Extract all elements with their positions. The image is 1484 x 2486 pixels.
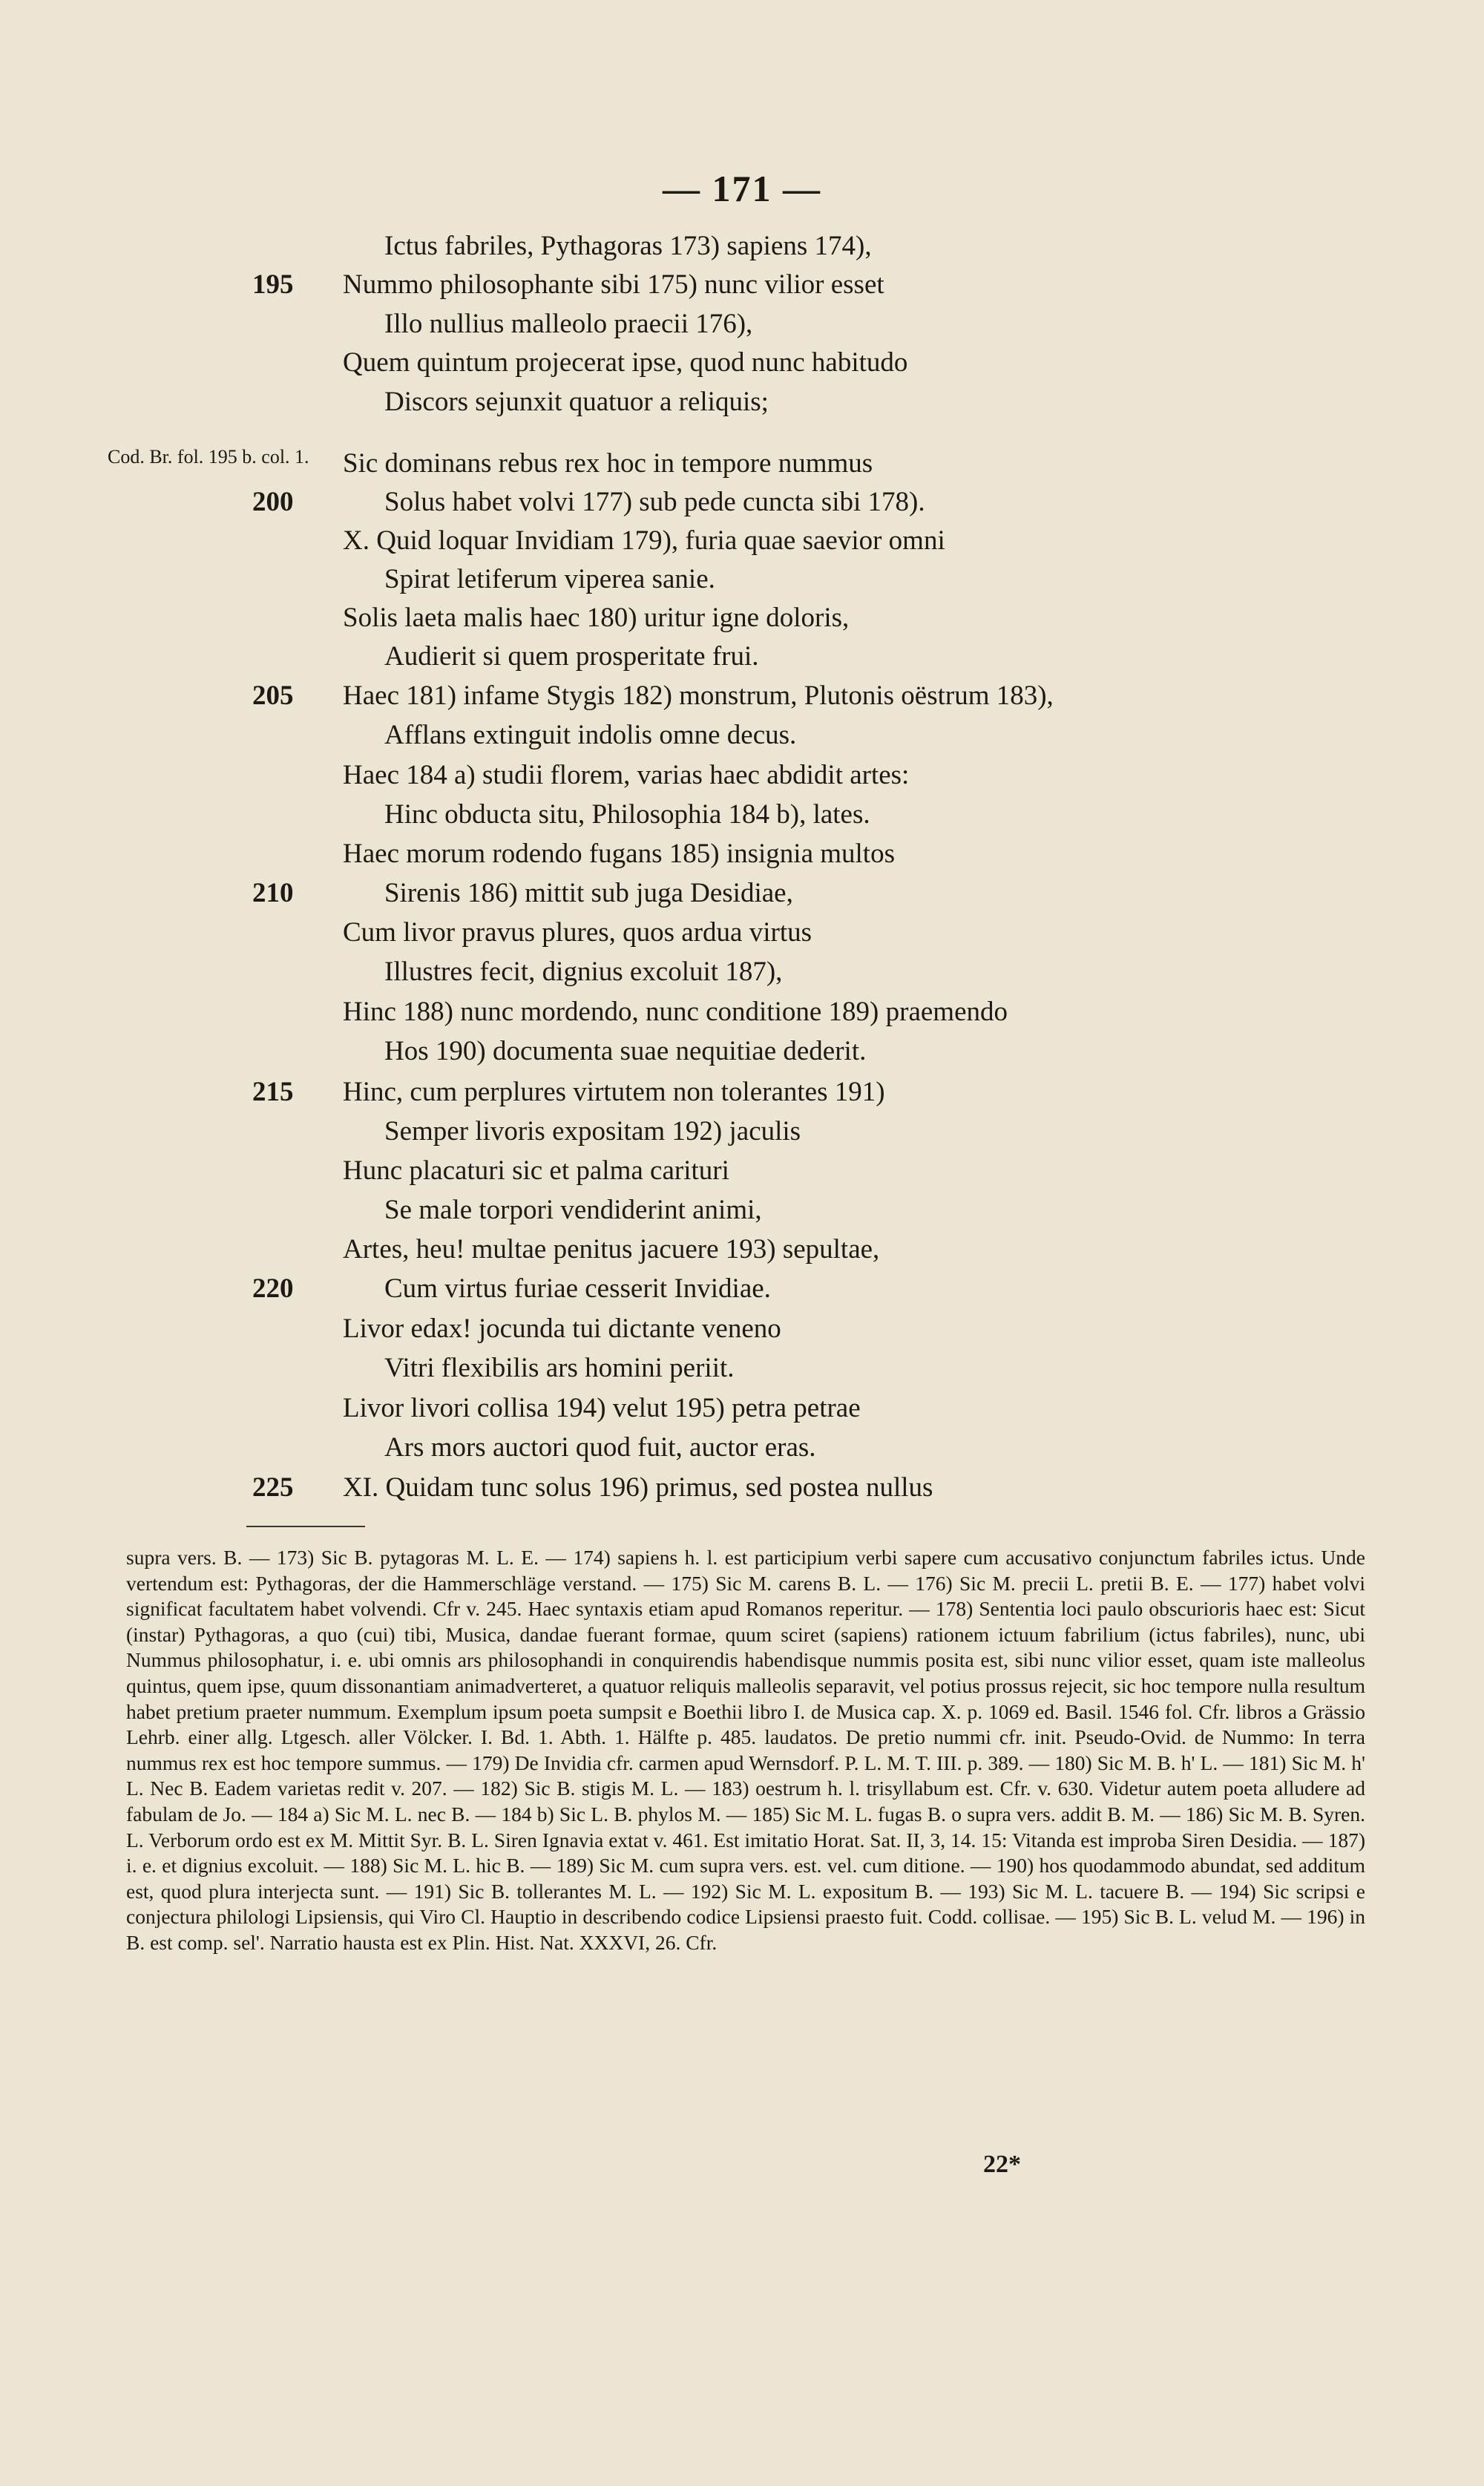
verse-line: Hinc, cum perplures virtutem non tolerantes 191) <box>343 1077 885 1107</box>
verse-line: Hos 190) documenta suae nequitiae dederit. <box>384 1036 867 1066</box>
verse-line: Cum virtus furiae cesserit Invidiae. <box>384 1273 771 1304</box>
verse-line: X. Quid loquar Invidiam 179), furia quae saevior omni <box>343 525 945 556</box>
verse-line: Hunc placaturi sic et palma carituri <box>343 1155 729 1186</box>
verse-line: Hinc obducta situ, Philosophia 184 b), lates. <box>384 799 870 830</box>
verse-line: Artes, heu! multae penitus jacuere 193) sepultae, <box>343 1234 880 1265</box>
line-number: 220 <box>252 1273 294 1304</box>
line-number: 195 <box>252 269 294 300</box>
verse-line: Ars mors auctori quod fuit, auctor eras. <box>384 1432 816 1463</box>
verse-line: Afflans extinguit indolis omne decus. <box>384 720 797 750</box>
side-note: Cod. Br. fol. 195 b. col. 1. <box>108 446 309 468</box>
line-number: 215 <box>252 1077 294 1107</box>
verse-line: Sic dominans rebus rex hoc in tempore nummus <box>343 448 873 479</box>
verse-line: Solis laeta malis haec 180) uritur igne doloris, <box>343 603 850 633</box>
verse-line: Spirat letiferum viperea sanie. <box>384 564 715 594</box>
verse-line: Haec 184 a) studii florem, varias haec abdidit artes: <box>343 760 910 790</box>
verse-line: Haec morum rodendo fugans 185) insignia multos <box>343 839 895 869</box>
footnotes: supra vers. B. — 173) Sic B. pytagoras M. L. E. — 174) sapiens h. l. est participium verbi sapere cum accusativo conjunctum fabriles ictus. Unde vertendum est: Pythagoras, der die Hammerschläge verstand. — 175) Sic M. carens B. L. — 176) Sic M. precii L. pretii B. E. — 177) habet volvi significat facultatem habet volvendi. Cfr v. 245. Haec syntaxis etiam apud Romanos reperitur. — 178) Sententia loci paulo obscurioris haec est: Sicut (instar) Pythagoras, a quo (cui) tibi, Musica, dandae fuerant formae, quum sciret (sapiens) rationem ictuum fabrilium (ictus fabriles), nunc, ubi Nummus philosophatur, i. e. ubi omnis ars philosophandi in conquirendis habendisque nummis posita est, sibi nunc vilior esset, quam iste malleolus quintus, quem ipse, quum dissonantiam animadverteret, a quatuor reliquis malleolis separavit, vel potius prossus rejecit, sic hoc tempore nulla resultum habet pretium praeter nummum. Exemplum ipsum poeta sumpsit e Boethii libro I. de Musica cap. X. p. 1069 ed. Basil. 1546 fol. Cfr. libros a Grässio Lehrb. einer allg. Ltgesch. aller Völcker. I. Bd. 1. Abth. 1. Hälfte p. 485. laudatos. De pretio nummi cfr. init. Pseudo-Ovid. de Nummo: In terra nummus rex est hoc tempore summus. — 179) De Invidia cfr. carmen apud Wernsdorf. P. L. M. T. III. p. 389. — 180) Sic M. B. h' L. — 181) Sic M. h' L. Nec B. Eadem varietas redit v. 207. — 182) Sic B. stigis M. L. — 183) oestrum h. l. trisyllabum est. Cfr. v. 630. Videtur autem poeta alludere ad fabulam de Jo. — 184 a) Sic M. L. nec B. — 184 b) Sic L. B. phylos M. — 185) Sic M. L. fugas B. o supra vers. addit B. M. — 186) Sic M. B. Syren. L. Verborum ordo est ex M. Mittit Syr. B. L. Siren Ignavia extat v. 461. Est imitatio Horat. Sat. II, 3, 14. 15: Vitanda est improba Siren Desidia. — 187) i. e. et dignius excoluit. — 188) Sic M. L. hic B. — 189) Sic M. cum supra vers. est. vel. cum ditione. — 190) hos quodammodo abundat, sed additum est, quod plura interjecta sunt. — 191) Sic B. tollerantes M. L. — 192) Sic M. L. expositum B. — 193) Sic M. L. tacuere B. — 194) Sic scripsi e conjectura philologi Lipsiensis, qui Viro Cl. Hauptio in describendo codice Lipsiensi praesto fuit. Codd. collisae. — 195) Sic B. L. velud M. — 196) in B. est comp. sel'. Narratio hausta est ex Plin. Hist. Nat. XXXVI, 26. Cfr. <box>126 1546 1365 1954</box>
line-number: 200 <box>252 487 294 517</box>
verse-line: Nummo philosophante sibi 175) nunc vilior esset <box>343 269 884 300</box>
verse-line: Semper livoris expositam 192) jaculis <box>384 1116 801 1147</box>
verse-line: Illustres fecit, dignius excoluit 187), <box>384 957 783 987</box>
verse-line: Discors sejunxit quatuor a reliquis; <box>384 387 769 417</box>
verse-line: Livor livori collisa 194) velut 195) petra petrae <box>343 1393 861 1423</box>
verse-line: Livor edax! jocunda tui dictante veneno <box>343 1313 781 1344</box>
verse-line: XI. Quidam tunc solus 196) primus, sed postea nullus <box>343 1472 933 1503</box>
verse-line: Cum livor pravus plures, quos ardua virtus <box>343 917 812 948</box>
line-number: 205 <box>252 680 294 711</box>
line-number: 210 <box>252 878 294 908</box>
verse-line: Hinc 188) nunc mordendo, nunc conditione 189) praemendo <box>343 997 1008 1027</box>
line-number: 225 <box>252 1472 294 1503</box>
verse-line: Vitri flexibilis ars homini periit. <box>384 1353 735 1383</box>
verse-line: Ictus fabriles, Pythagoras 173) sapiens 174), <box>384 231 872 261</box>
footnote-divider <box>246 1526 365 1527</box>
verse-line: Haec 181) infame Stygis 182) monstrum, Plutonis oëstrum 183), <box>343 680 1054 711</box>
verse-line: Solus habet volvi 177) sub pede cuncta sibi 178). <box>384 487 925 517</box>
verse-line: Sirenis 186) mittit sub juga Desidiae, <box>384 878 793 908</box>
verse-line: Quem quintum projecerat ipse, quod nunc habitudo <box>343 347 908 378</box>
verse-line: Se male torpori vendiderint animi, <box>384 1195 762 1225</box>
verse-line: Audierit si quem prosperitate frui. <box>384 641 759 672</box>
page-number: — 171 — <box>663 168 821 209</box>
signature-mark: 22* <box>983 2151 1021 2178</box>
verse-line: Illo nullius malleolo praecii 176), <box>384 309 753 339</box>
